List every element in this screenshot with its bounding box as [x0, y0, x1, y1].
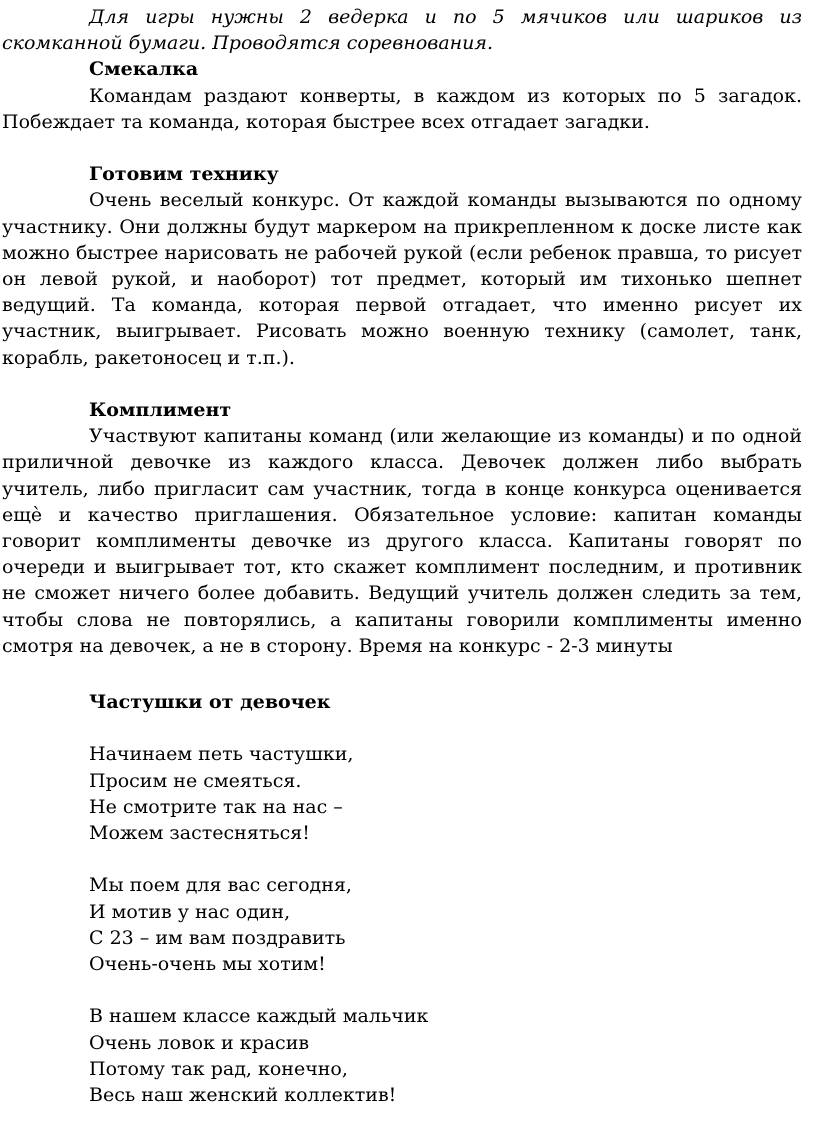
section-title-tehnika: Готовим технику [89, 163, 279, 186]
verse-line: Очень ловок и красив [89, 1031, 310, 1054]
spacer [2, 715, 802, 741]
verse-line: Можем застесняться! [89, 822, 310, 845]
intro-paragraph: Для игры нужны 2 ведерка и по 5 мячиков или шариков из скомканной бумаги. Проводятся соревнования. [2, 6, 802, 55]
verse-line: Потому так рад, конечно, [89, 1057, 348, 1080]
verse-line: В нашем классе каждый мальчик [89, 1005, 429, 1028]
verse-line: И мотив у нас один, [89, 900, 291, 923]
verse-block [2, 741, 802, 1108]
stanza [89, 1003, 802, 1108]
verse-line: Не смотрите так на нас – [89, 795, 343, 818]
section-text-smekalka: Командам раздают конверты, в каждом из которых по 5 загадок. Побеждает та команда, которая быстрее всех отгадает загадки. [2, 84, 802, 133]
verse-line: Мы поем для вас сегодня, [89, 874, 352, 897]
spacer [2, 371, 802, 397]
stanza [89, 741, 802, 846]
spacer [89, 977, 802, 1003]
section-title-chastushki: Частушки от девочек [89, 691, 331, 714]
section-title-kompliment: Комплимент [89, 399, 232, 422]
verse-line: Весь наш женский коллектив! [89, 1084, 397, 1107]
verse-line: Очень-очень мы хотим! [89, 953, 326, 976]
spacer [2, 135, 802, 161]
spacer [2, 659, 802, 689]
stanza [89, 872, 802, 977]
section-text-kompliment: Участвуют капитаны команд (или желающие из команды) и по одной приличной девочке из каждого класса. Девочек должен либо выбрать учитель, либо пригласит сам участник, тогда в конце конкурса оценивается ещѐ и качество приглашения. Обязательное условие: капитан команды говорит комплименты девочке из другого класса. Капитаны говорят по очереди и выигрывает тот, кто скажет комплимент последним, и противник не сможет ничего более добавить. Ведущий учитель должен следить за тем, чтобы слова не повторялись, а капитаны говорили комплименты именно смотря на девочек, а не в сторону. Время на конкурс - 2-3 минуты [2, 425, 802, 657]
verse-line: Просим не смеяться. [89, 769, 302, 792]
verse-line: С 23 – им вам поздравить [89, 926, 346, 949]
verse-line: Начинаем петь частушки, [89, 743, 354, 766]
section-title-smekalka: Смекалка [89, 58, 199, 81]
section-text-tehnika: Очень веселый конкурс. От каждой команды вызываются по одному участнику. Они должны будут маркером на прикрепленном к доске листе как можно быстрее нарисовать не рабочей рукой (если ребенок правша, то рисует он левой рукой, и наоборот) тот предмет, который им тихонько шепнет ведущий. Та команда, которая первой отгадает, что именно рисует их участник, выигрывает. Рисовать можно военную технику (самолет, танк, корабль, ракетоносец и т.п.). [2, 189, 802, 369]
spacer [89, 846, 802, 872]
